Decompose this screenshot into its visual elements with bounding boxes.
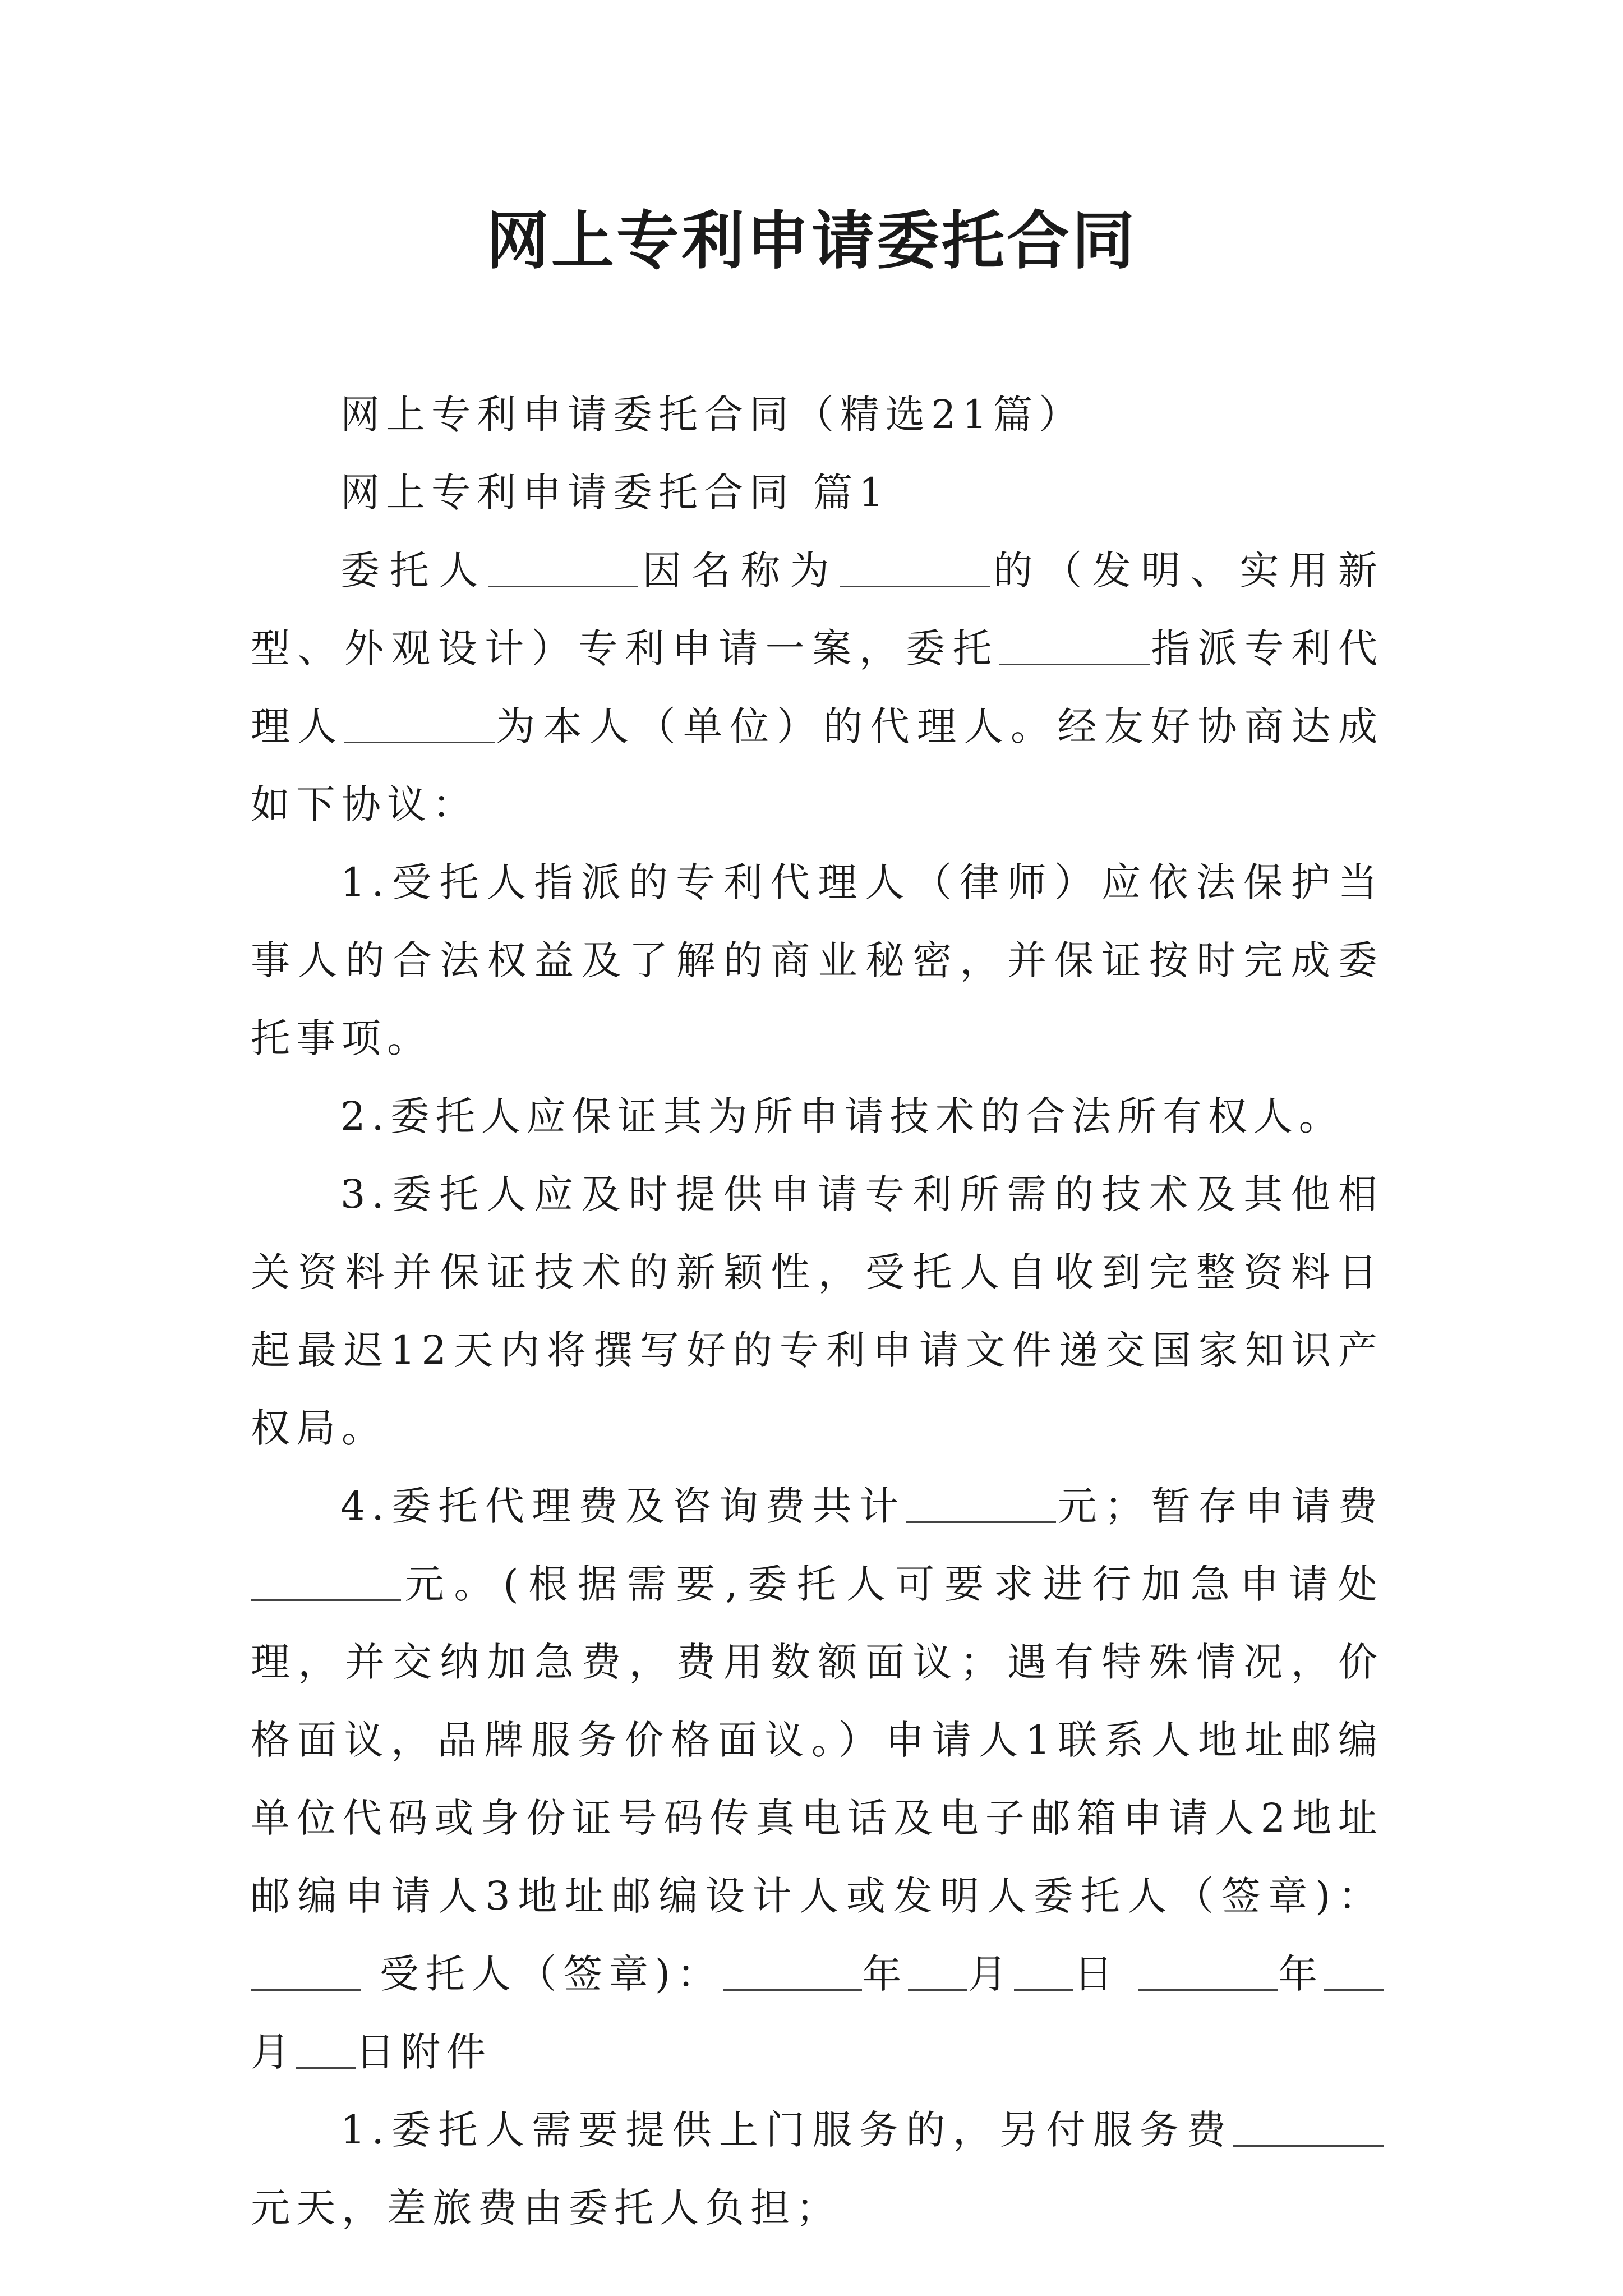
blank-line	[840, 550, 990, 587]
clause-4	[251, 1467, 1384, 2091]
month-label: 月	[967, 1951, 1014, 1997]
date-blank	[908, 1954, 967, 1991]
section-heading: 网上专利申请委托合同 篇1	[340, 470, 890, 516]
blank-line	[906, 1486, 1056, 1523]
intro-text-1: 委托人	[340, 547, 488, 593]
clause-4-text-1: 4.委托代理费及咨询费共计	[340, 1483, 906, 1529]
blank-line	[999, 628, 1150, 665]
year-label: 年	[861, 1951, 909, 1997]
clause-4-text-4: 受托人（签章)：	[361, 1951, 723, 1997]
clause-4-text-3: 元。(根据需要,委托人可要求进行加急申请处理，并交纳加急费，费用数额面议；遇有特殊情况，价格面议，品牌服务价格面议。）申请人1联系人地址邮编单位代码或身份证号码传真电话及电子邮箱申请人2地址邮编申请人3地址邮编设计人或发明人委托人（签章)：	[251, 1561, 1384, 1919]
clause-1: 1.受托人指派的专利代理人（律师）应依法保护当事人的合法权益及了解的商业秘密，并保证按时完成委托事项。	[251, 859, 1384, 1061]
year-label: 年	[1278, 1951, 1325, 1997]
intro-text-5: 为本人（单位）的代理人。经友好协商达成如下协议：	[251, 703, 1384, 827]
intro-paragraph	[251, 532, 1384, 844]
date-blank	[1324, 1954, 1384, 1991]
annex-text-1: 1.委托人需要提供上门服务的，另付服务费	[340, 2107, 1233, 2153]
day-label: 日	[1073, 1951, 1139, 1997]
clause-3: 3.委托人应及时提供申请专利所需的技术及其他相关资料并保证技术的新颖性，受托人自收到完整资料日起最迟12天内将撰写好的专利申请文件递交国家知识产权局。	[251, 1171, 1384, 1451]
intro-text-2: 因名称为	[638, 547, 840, 593]
date-blank	[723, 1954, 862, 1991]
intro-text-4: 指派专利代理人	[251, 625, 1384, 749]
date-blank	[1014, 1954, 1073, 1991]
signature-blank	[251, 1954, 361, 1991]
intro-text-3: 的（发明、实用新型、外观设计）专利申请一案，委托	[251, 547, 1384, 671]
blank-line	[1233, 2110, 1384, 2147]
blank-line	[251, 1564, 401, 1601]
blank-line	[344, 706, 495, 743]
clause-4-text-2: 元；暂存申请费	[1056, 1483, 1384, 1529]
clause-2: 2.委托人应保证其为所申请技术的合法所有权人。	[340, 1093, 1344, 1139]
annex-text-2: 元天，差旅费由委托人负担；	[251, 2185, 841, 2231]
date-blank	[296, 2032, 356, 2069]
document-body	[251, 376, 1384, 2247]
document-title: 网上专利申请委托合同	[486, 205, 1137, 278]
date-blank	[1138, 1954, 1278, 1991]
subtitle: 网上专利申请委托合同（精选21篇）	[340, 392, 1085, 438]
day-annex-label: 日附件	[356, 2029, 492, 2075]
month-label: 月	[251, 2029, 296, 2075]
blank-line	[488, 550, 638, 587]
annex-clause-1	[251, 2091, 1384, 2247]
